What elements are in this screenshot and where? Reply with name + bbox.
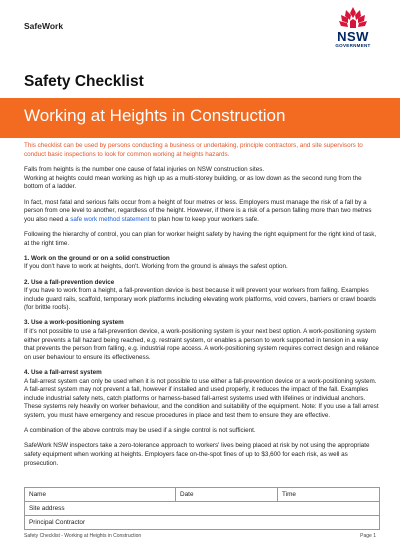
document-body — [24, 142, 380, 475]
name-field[interactable]: Name — [25, 488, 176, 502]
item4-heading: 4. Use a fall-arrest system — [24, 369, 102, 377]
paragraph-fatal-falls — [24, 199, 380, 225]
paragraph-falls-line2: Working at heights could mean working as high up as a multi-storey building, or as low down as the second rung from the bottom of a ladder. — [24, 174, 362, 191]
footer-doc-title: Safety Checklist - Working at Heights in Construction — [24, 533, 142, 539]
logo-nsw-text: NSW — [337, 29, 369, 44]
paragraph-fatal-falls-end: to plan how to keep your workers safe. — [149, 215, 259, 223]
footer-page-number: Page 1 — [360, 533, 376, 539]
paragraph-fatal-falls-text: In fact, most fatal and serious falls occur from a height of four metres or less. Employers must manage the risk of a fall by a person from one level to another, regardless of the height. However, if there is a risk of a person falling more than two metres you also need a — [24, 198, 372, 223]
inspection-form — [24, 487, 380, 530]
form-row-name — [25, 488, 380, 502]
waratah-icon — [326, 4, 380, 32]
paragraph-falls-line1: Falls from heights is the number one cause of fatal injuries on NSW construction sites. — [24, 166, 265, 174]
paragraph-hierarchy: Following the hierarchy of control, you can plan for worker height safety by having the right equipment for the right kind of task, at the right time. — [24, 230, 377, 247]
item3-heading: 3. Use a work-positioning system — [24, 319, 124, 327]
item4-body: A fall-arrest system can only be used when it is not possible to use either a fall-prevention device or a work-positioning system. A fall-arrest system may not prevent a fall, however if installed and used properly, it reduces the impact of the fall. Examples include industrial safety nets, catch platforms or harness-based fall-arrest systems used with lifelines or individual anchors. These systems rely heavily on worker behaviour, and the condition and suitability of the equipment. Note: If you use a fall arrest system, you must have emergency and rescue procedures in place and test them to ensure they are effective. — [24, 377, 379, 419]
item3-body: If it's not possible to use a fall-prevention device, a work-positioning system is your next best option. A work-positioning system either prevents a fall hazard being reached, e.g. restraint system, or enables a person to work supported in tension in a way that prevents the person from falling, e.g. industrial rope access. A work-positioning system requires correct design and reliance on user behaviour to ensure its effectiveness. — [24, 328, 379, 361]
form-row-contractor — [25, 516, 380, 530]
swms-link[interactable]: safe work method statement — [70, 215, 150, 223]
form-row-site — [25, 502, 380, 516]
section-title: Safety Checklist — [24, 73, 144, 90]
item1-body: If you don't have to work at heights, don't. Working from the ground is always the safest option. — [24, 263, 288, 271]
principal-contractor-field[interactable]: Principal Contractor — [25, 516, 380, 530]
nsw-government-logo — [326, 4, 380, 56]
intro-text: This checklist can be used by persons conducting a business or undertaking, principle contractors, and site supervisors to conduct basic inspections to look for common working at heights hazards. — [24, 142, 363, 158]
paragraph-falls — [24, 166, 380, 192]
banner-title: Working at Heights in Construction — [24, 106, 286, 125]
item2-body: If you have to work from a height, a fall-prevention device is best because it will prevent your workers from falling. Examples include guard rails, scaffold, temporary work platforms including elevating work platforms, void covers, barriers or crawl boards (for brittle roofs). — [24, 287, 376, 312]
date-field[interactable]: Date — [176, 488, 278, 502]
item2-heading: 2. Use a fall-prevention device — [24, 278, 115, 286]
brand-label: SafeWork — [24, 21, 64, 31]
logo-government-text: GOVERNMENT — [335, 43, 371, 48]
time-field[interactable]: Time — [278, 488, 380, 502]
item1-heading: 1. Work on the ground or on a solid construction — [24, 254, 170, 262]
paragraph-enforcement: SafeWork NSW inspectors take a zero-tolerance approach to workers' lives being placed at risk by not using the appropriate safety equipment when working at heights. Employers face on-the-spot fines of up to $3,600 for each risk, as well as prosecution. — [24, 442, 370, 467]
paragraph-combination: A combination of the above controls may be used if a single control is not sufficient. — [24, 427, 256, 435]
title-banner — [0, 98, 400, 138]
site-address-field[interactable]: Site address — [25, 502, 380, 516]
